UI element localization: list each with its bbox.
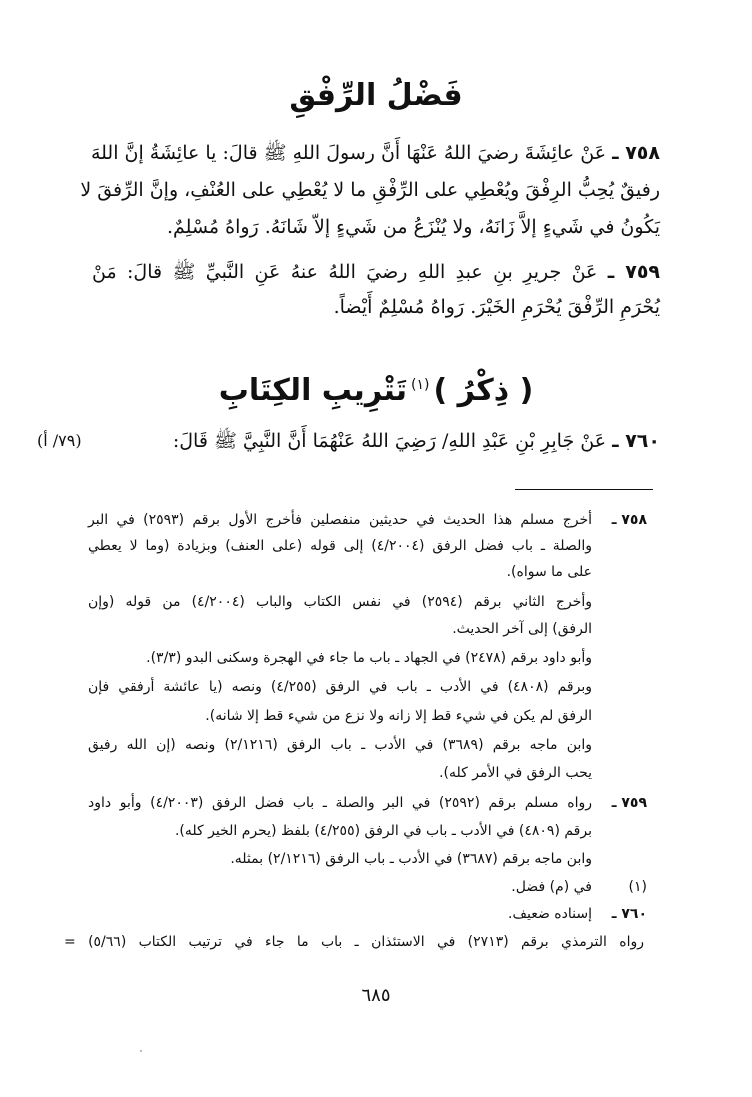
footnote-label-1: (١) bbox=[628, 879, 647, 895]
chapter-title: فَضْلُ الرِّفْقِ bbox=[289, 78, 463, 113]
hadith-759-line-1 bbox=[92, 255, 660, 289]
hadith-759-line-2: يُحْرَمِ الرِّفْقَ يُحْرَمِ الخَيْرَ. رَواهُ مُسْلِمٌ أَيْضاً. bbox=[333, 296, 660, 318]
hadith-number: ٧٥٩ ـ bbox=[607, 261, 661, 283]
footnote-line: وابن ماجه برقم (٣٦٨٩) في الأدب ـ باب الرفق (٢/١٢١٦) ونصه (إن الله رفيق bbox=[88, 737, 592, 753]
footnote-line: يحب الرفق في الأمر كله). bbox=[439, 765, 592, 781]
footnote-line: الرفق) إلى آخر الحديث. bbox=[452, 621, 592, 637]
footnote-line: وابن ماجه برقم (٣٦٨٧) في الأدب ـ باب الرفق (٢/١٢١٦) بمثله. bbox=[230, 851, 592, 867]
manuscript-folio-note: (٧٩/ أ) bbox=[37, 431, 82, 450]
heading-part-1: ( ذِكْرُ ) bbox=[433, 373, 534, 408]
footnote-marker: (١) bbox=[411, 377, 430, 393]
hadith-text: عَنْ جريرِ بنِ عبدِ اللهِ رضيَ اللهُ عنهُ عَنِ النَّبيِّ ﷺ قالَ: مَنْ bbox=[92, 261, 598, 283]
footnote-line: على ما سواه). bbox=[506, 564, 592, 580]
footnote-label-759: ٧٥٩ ـ bbox=[611, 795, 647, 811]
hadith-number: ٧٥٨ ـ bbox=[612, 142, 660, 164]
footnote-line: رواه الترمذي برقم (٢٧١٣) في الاستئذان ـ باب ما جاء في ترتيب الكتاب (٥/٦٦) = bbox=[64, 934, 644, 950]
hadith-text: عَنْ عائِشَةَ رضيَ اللهُ عَنْهَا أَنَّ رسولَ اللهِ ﷺ قالَ: يا عائِشَةُ إنَّ اللهَ bbox=[90, 142, 607, 164]
footnote-line: الرفق لم يكن في شيء قط إلا زانه ولا نزع من شيء قط إلا شانه). bbox=[205, 708, 592, 724]
page-number: ٦٨٥ bbox=[361, 985, 391, 1006]
section-heading bbox=[0, 365, 752, 411]
hadith-758-line-3: يَكُونُ في شَيءٍ إلاَّ زَانَهُ، ولا يُنْزَعُ من شَيءٍ إلاّ شَانَهُ. رَواهُ مُسْلِمٌ. bbox=[166, 216, 660, 238]
hadith-758-line-1 bbox=[92, 136, 660, 170]
hadith-760-line-1 bbox=[37, 424, 660, 458]
footnote-line: وأخرج الثاني برقم (٢٥٩٤) في نفس الكتاب والباب (٤/٢٠٠٤) من قوله (وإن bbox=[88, 594, 592, 610]
footnote-line: أخرج مسلم هذا الحديث في حديثين منفصلين فأخرج الأول برقم (٢٥٩٣) في البر bbox=[88, 512, 592, 528]
footnote-line: والصلة ـ باب فضل الرفق (٤/٢٠٠٤) إلى قوله (على العنف) وبزيادة (وما لا يعطي bbox=[88, 538, 592, 554]
footnote-line: برقم (٤٨٠٩) في الأدب ـ باب في الرفق (٤/٢٥٥) بلفظ (يحرم الخير كله). bbox=[174, 823, 592, 839]
hadith-text: عَنْ جَابِرِ بْنِ عَبْدِ اللهِ/ رَضِيَ اللهُ عَنْهُمَا أَنَّ النَّبِيَّ ﷺ قَالَ: bbox=[172, 430, 607, 452]
footnote-line: وأبو داود برقم (٢٤٧٨) في الجهاد ـ باب ما جاء في الهجرة وسكنى البدو (٣/٣). bbox=[146, 650, 592, 666]
footnote-separator bbox=[515, 489, 653, 490]
scan-speck bbox=[140, 1050, 142, 1052]
footnote-label-760: ٧٦٠ ـ bbox=[611, 906, 647, 922]
footnote-label-758: ٧٥٨ ـ bbox=[611, 512, 647, 528]
heading-part-2: تَتْرِيبِ الكِتَابِ bbox=[218, 373, 407, 408]
footnote-line: إسناده ضعيف. bbox=[508, 906, 592, 922]
hadith-number: ٧٦٠ ـ bbox=[612, 430, 660, 452]
footnote-line: في (م) فضل. bbox=[511, 879, 592, 895]
hadith-758-line-2: رفيقٌ يُحِبُّ الرِفْقَ ويُعْطِي على الرِّفْقِ ما لا يُعْطِي على العُنْفِ، وإنَّ الرِّفقَ لا bbox=[80, 179, 660, 201]
footnote-line: رواه مسلم برقم (٢٥٩٢) في البر والصلة ـ باب فضل الرفق (٤/٢٠٠٣) وأبو داود bbox=[88, 795, 592, 811]
footnote-line: وبرقم (٤٨٠٨) في الأدب ـ باب في الرفق (٤/٢٥٥) ونصه (يا عائشة أرفقي فإن bbox=[88, 679, 592, 695]
